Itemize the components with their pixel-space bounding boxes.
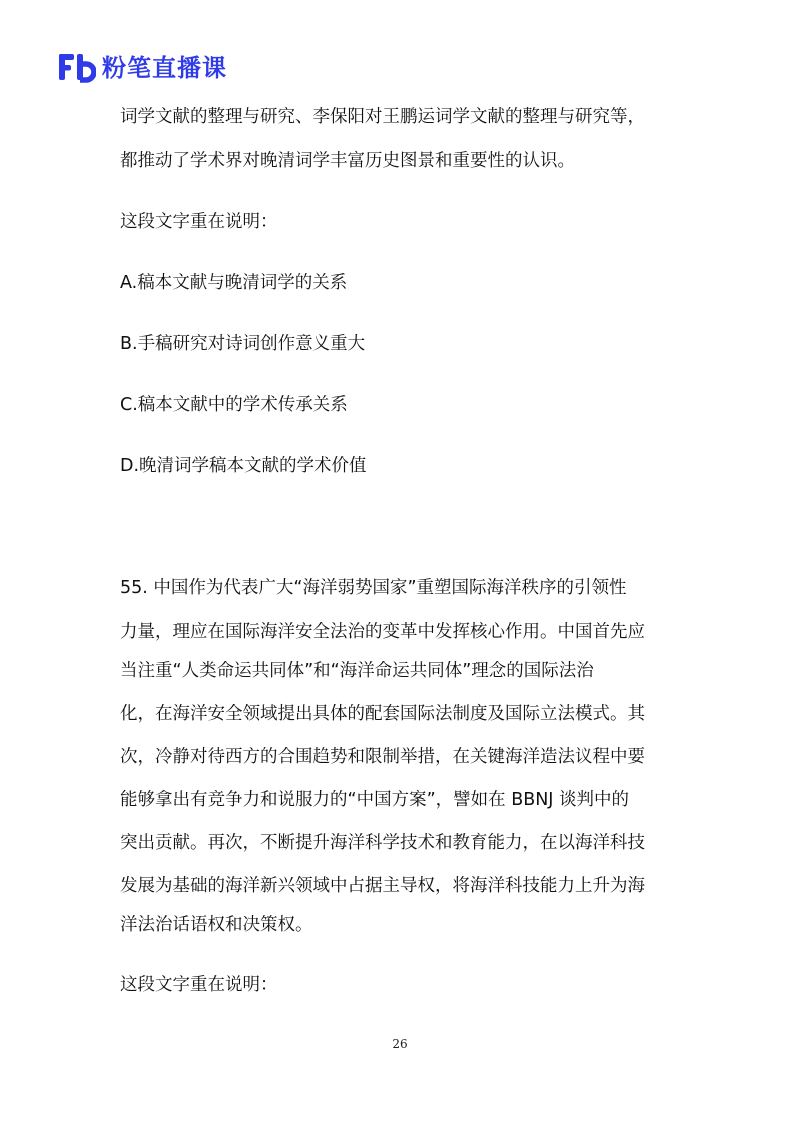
option-c: C.稿本文献中的学术传承关系 — [120, 395, 348, 415]
question-prompt: 这段文字重在说明： — [120, 975, 278, 995]
passage1-line: 词学文献的整理与研究、李保阳对王鹏运词学文献的整理与研究等， — [120, 107, 645, 127]
fb-logo-icon — [58, 52, 96, 84]
passage2-line: 能够拿出有竞争力和说服力的“中国方案”，譬如在 BBNJ 谈判中的 — [120, 790, 630, 810]
page-number: 26 — [392, 1037, 408, 1051]
passage2-line: 突出贡献。再次，不断提升海洋科学技术和教育能力，在以海洋科技 — [120, 833, 645, 853]
passage2-line: 次，冷静对待西方的合围趋势和限制举措，在关键海洋造法议程中要 — [120, 747, 645, 767]
brand-name: 粉笔直播课 — [102, 54, 227, 82]
passage2-line: 力量，理应在国际海洋安全法治的变革中发挥核心作用。中国首先应 — [120, 622, 645, 642]
passage2-line: 发展为基础的海洋新兴领域中占据主导权，将海洋科技能力上升为海 — [120, 876, 645, 896]
passage2-line: 洋法治话语权和决策权。 — [120, 915, 313, 935]
passage1-line: 都推动了学术界对晚清词学丰富历史图景和重要性的认识。 — [120, 151, 575, 171]
passage2-line: 化，在海洋安全领域提出具体的配套国际法制度及国际立法模式。其 — [120, 704, 645, 724]
option-b: B.手稿研究对诗词创作意义重大 — [120, 334, 366, 354]
passage2-line: 当注重“人类命运共同体”和“海洋命运共同体”理念的国际法治 — [120, 661, 594, 681]
option-a: A.稿本文献与晚清词学的关系 — [120, 273, 348, 293]
passage2-line: 55. 中国作为代表广大“海洋弱势国家”重塑国际海洋秩序的引领性 — [120, 578, 627, 598]
page-header — [58, 50, 227, 86]
option-d: D.晚清词学稿本文献的学术价值 — [120, 456, 367, 476]
question-prompt: 这段文字重在说明： — [120, 212, 278, 232]
